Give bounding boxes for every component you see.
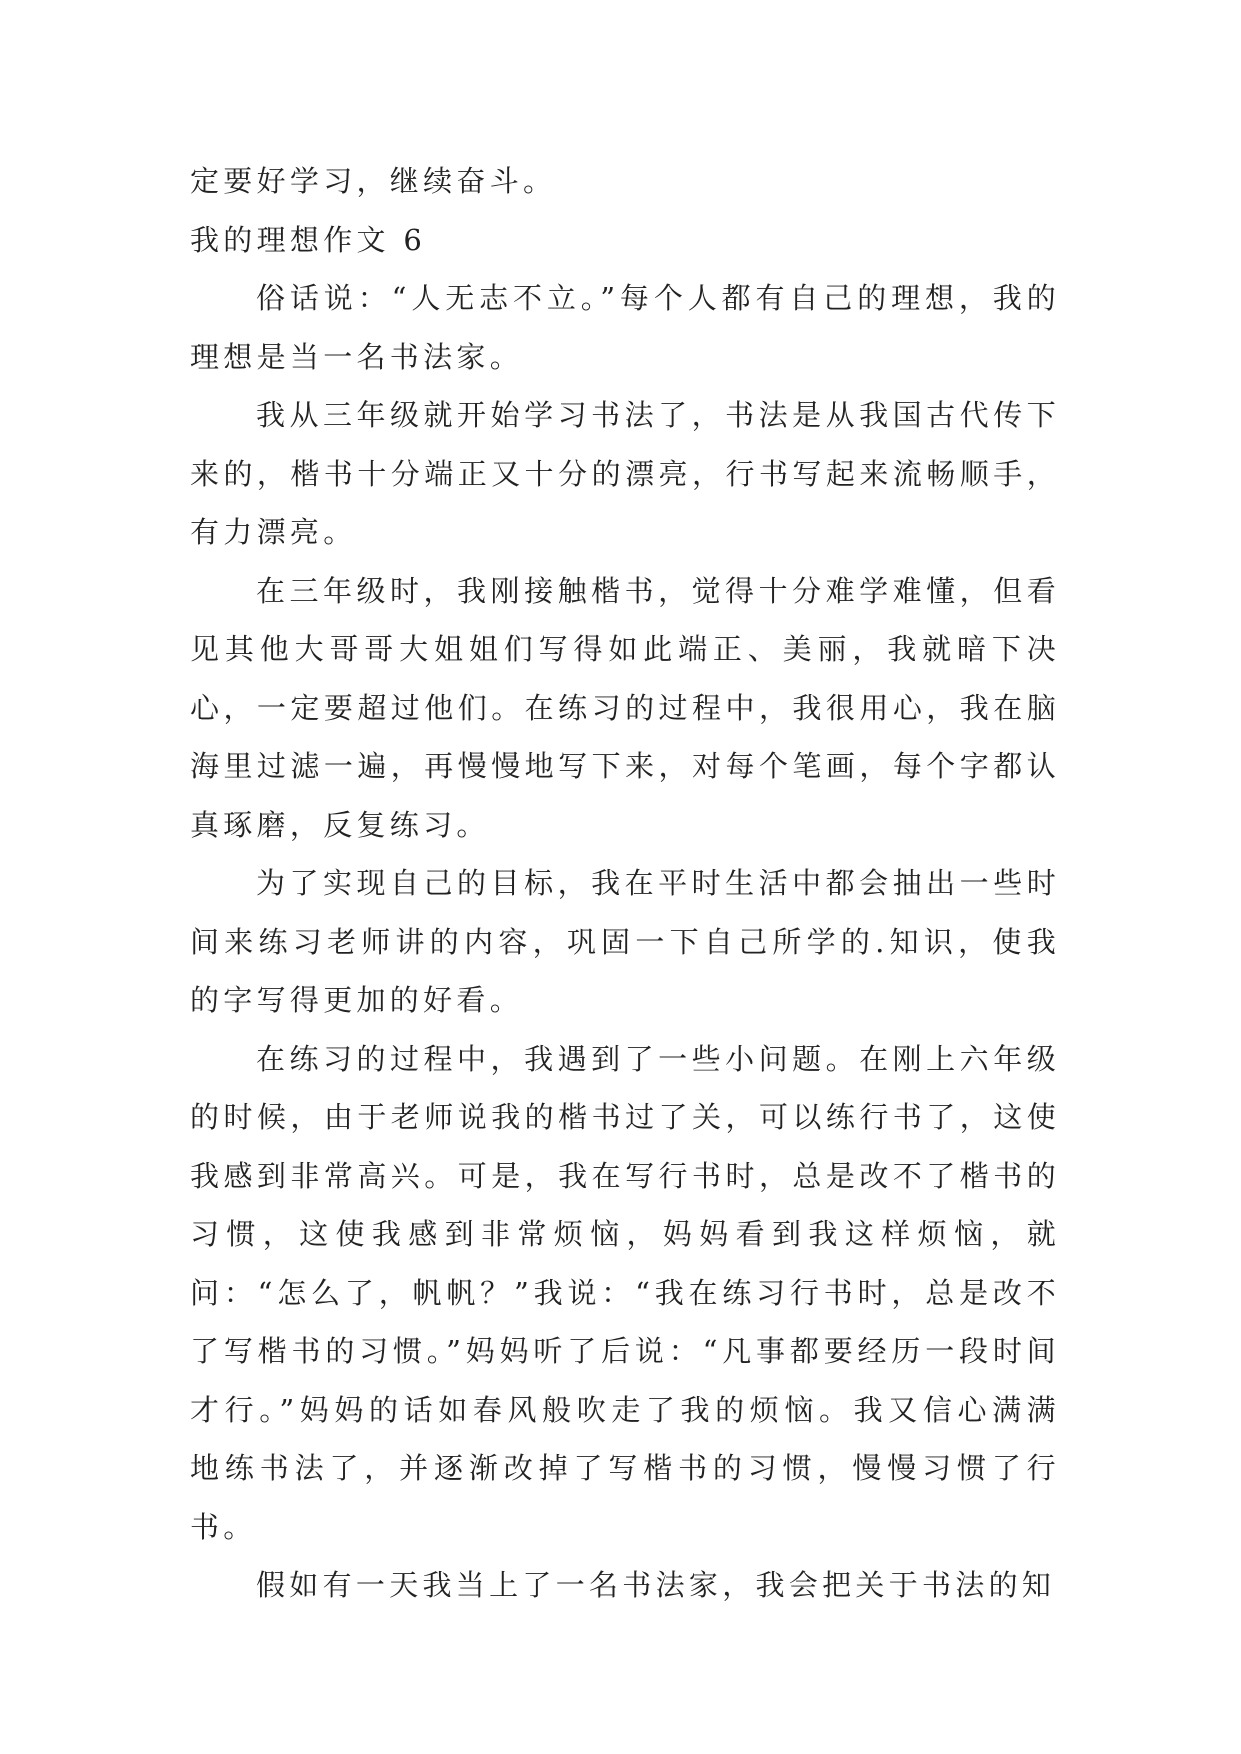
document-body — [190, 152, 1060, 1615]
paragraph-2: 我从三年级就开始学习书法了，书法是从我国古代传下来的，楷书十分端正又十分的漂亮，行书写起来流畅顺手，有力漂亮。 — [190, 398, 1060, 549]
essay-heading: 我的理想作文 6 — [190, 222, 427, 257]
paragraph-4: 为了实现自己的目标，我在平时生活中都会抽出一些时间来练习老师讲的内容，巩固一下自己所学的.知识，使我的字写得更加的好看。 — [190, 866, 1060, 1017]
paragraph-1: 俗话说：“人无志不立。”每个人都有自己的理想，我的理想是当一名书法家。 — [190, 281, 1060, 374]
paragraph-5: 在练习的过程中，我遇到了一些小问题。在刚上六年级的时候，由于老师说我的楷书过了关，可以练行书了，这使我感到非常高兴。可是，我在写行书时，总是改不了楷书的习惯，这使我感到非常烦恼，妈妈看到我这样烦恼，就问：“怎么了，帆帆？”我说：“我在练习行书时，总是改不了写楷书的习惯。”妈妈听了后说：“凡事都要经历一段时间才行。”妈妈的话如春风般吹走了我的烦恼。我又信心满满地练书法了，并逐渐改掉了写楷书的习惯，慢慢习惯了行书。 — [190, 1041, 1060, 1544]
paragraph-6: 假如有一天我当上了一名书法家，我会把关于书法的知 — [256, 1568, 1056, 1602]
paragraph-3: 在三年级时，我刚接触楷书，觉得十分难学难懂，但看见其他大哥哥大姐姐们写得如此端正、美丽，我就暗下决心，一定要超过他们。在练习的过程中，我很用心，我在脑海里过滤一遍，再慢慢地写下来，对每个笔画，每个字都认真琢磨，反复练习。 — [190, 573, 1060, 842]
continuation-line: 定要好学习，继续奋斗。 — [190, 164, 557, 198]
